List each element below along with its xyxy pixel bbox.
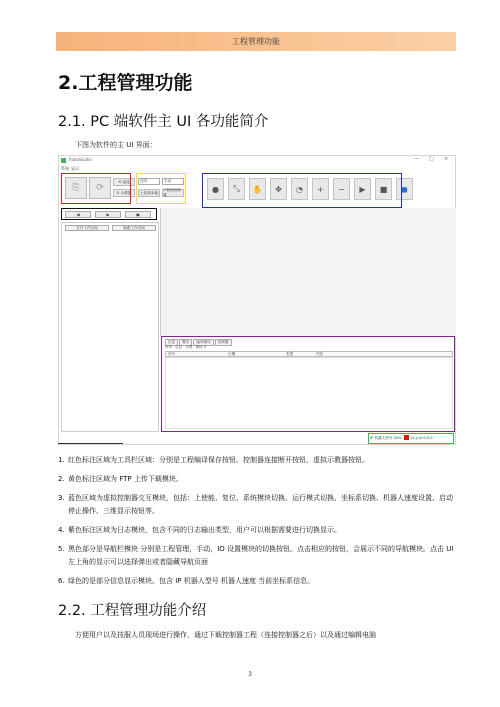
mode-icon[interactable]: ✥: [270, 178, 287, 200]
black-nav-region: [61, 208, 157, 220]
filter-info[interactable]: 信息: [175, 345, 183, 349]
log-col-date: 日期: [228, 352, 236, 356]
mode-combo-2[interactable]: 手动: [162, 178, 184, 185]
log-col-index: 序号: [168, 352, 176, 356]
intro-text: 下图为软件的主 UI 界面：: [75, 141, 157, 149]
menu-system[interactable]: 系统: [61, 166, 69, 171]
list-item: [58, 454, 458, 467]
upload-button[interactable]: 上传到本地: [138, 189, 160, 197]
save-icon[interactable]: ⎘: [65, 177, 87, 199]
list-text: 紫色标注区域为日志模块，包含不同的日志输出类型，用户可以根据需要进行切换显示。: [68, 526, 341, 534]
new-workspace-button[interactable]: 新建工作空间: [112, 225, 156, 231]
close-icon[interactable]: ×: [444, 156, 449, 162]
red-toolbar-region: [61, 173, 131, 204]
reset-icon[interactable]: ⤡: [228, 178, 245, 200]
navigation-panel: [61, 222, 159, 432]
header-band: [56, 32, 456, 51]
play-icon[interactable]: ▶: [354, 178, 371, 200]
list-text: 黑色部分是导航栏模块 分别是工程管理，手动，IO 设置模块的切换按钮。点击相应的按钮，会展示不同的导航模块。点击 UI 左上角的显示可以选择弹出或者隐藏导航页面: [68, 545, 454, 566]
open-workspace-button[interactable]: 打开工作空间: [65, 225, 109, 231]
maximize-icon[interactable]: □: [429, 156, 434, 162]
section-2-1-title: 2.1. PC 端软件主 UI 各功能简介: [58, 114, 269, 130]
filter-all[interactable]: 所有: [165, 345, 173, 349]
minimize-icon[interactable]: —: [414, 156, 419, 162]
enable-icon[interactable]: ●: [207, 178, 224, 200]
separator-rule: [58, 443, 123, 444]
main-view: [160, 208, 456, 336]
body-paragraph: 方便用户以及技服人员现场进行操作，通过下载控制器工程（连接控制器之后）以及通过编辑电脑: [75, 631, 376, 639]
app-title: RoboStudio: [69, 157, 92, 162]
list-text: 黄色标注区域为 FTP 上传下载模块。: [68, 475, 183, 483]
mode-combo-1[interactable]: 回零: [138, 178, 160, 185]
list-text: 绿色的是部分信息显示模块。包含 IP 机器人型号 机器人速度 当前坐标系信息。: [68, 577, 315, 585]
description-list: [58, 454, 458, 594]
filter-error[interactable]: 错误 0: [195, 345, 207, 349]
tab-compile-error[interactable]: 编译错误: [193, 339, 213, 346]
status-coords: (x,y,z) 0,0,0: [411, 436, 433, 440]
page-number: 3: [248, 671, 252, 678]
list-text: 红色标注区域为工具栏区域：分别是工程编译保存按钮、控制器连接断开按钮、虚拟示教器按钮。: [68, 456, 369, 464]
log-col-type: 类型: [286, 352, 294, 356]
page-heading: 2.工程管理功能: [58, 72, 193, 94]
purple-log-region: [161, 336, 455, 432]
filter-alarm[interactable]: 告警: [185, 345, 193, 349]
tab-warning[interactable]: 警告: [179, 339, 192, 346]
list-item: [58, 543, 458, 569]
menu-display[interactable]: 显示: [71, 166, 79, 171]
connect-button[interactable]: ⟲ 连接: [113, 178, 135, 186]
list-item: [58, 575, 458, 588]
list-num: 2.: [58, 475, 65, 483]
log-col-content: 内容: [316, 352, 324, 356]
tab-info[interactable]: 信息: [165, 339, 178, 346]
coord-icon[interactable]: ◔: [291, 178, 308, 200]
list-item: [58, 473, 458, 486]
menubar: [59, 165, 455, 172]
nav-manual-button[interactable]: ▶: [95, 211, 121, 218]
nav-project-button[interactable]: ◀: [65, 211, 91, 218]
list-item: [58, 492, 458, 518]
list-item: [58, 524, 458, 537]
software-screenshot: [58, 155, 456, 445]
status-info: IP 机器人型号 20%: [370, 436, 402, 440]
list-num: 5.: [58, 545, 65, 553]
list-text: 蓝色区域为虚拟控制器交互模块，包括：上使能、复位、系统模块切换、运行模式切换、坐标系切换、机器人速度设置、启动停止操作、三维显示按钮等。: [68, 494, 453, 515]
window-titlebar: [59, 156, 455, 165]
module-icon[interactable]: ✋: [249, 178, 266, 200]
list-num: 6.: [58, 577, 65, 585]
compile-icon[interactable]: ⟳: [89, 177, 111, 199]
list-num: 3.: [58, 494, 65, 502]
download-button[interactable]: 下载到控制器: [162, 189, 184, 197]
teach-pendant-button[interactable]: ⊙ 示教器: [113, 189, 135, 197]
section-2-2-title: 2.2. 工程管理功能介绍: [58, 603, 207, 619]
yellow-ftp-region: [136, 173, 186, 204]
header-title: 工程管理功能: [232, 37, 280, 46]
list-num: 4.: [58, 526, 65, 534]
nav-io-button[interactable]: ●: [125, 211, 151, 218]
speed-up-icon[interactable]: +: [312, 178, 329, 200]
3d-view-icon[interactable]: ◼: [396, 178, 413, 200]
stop-icon[interactable]: ■: [375, 178, 392, 200]
list-num: 1.: [58, 456, 65, 464]
speed-down-icon[interactable]: −: [333, 178, 350, 200]
green-status-region: [368, 433, 454, 444]
tab-controller[interactable]: 控制器: [215, 339, 232, 346]
blue-controller-region: [202, 173, 402, 208]
app-icon: [61, 158, 66, 163]
